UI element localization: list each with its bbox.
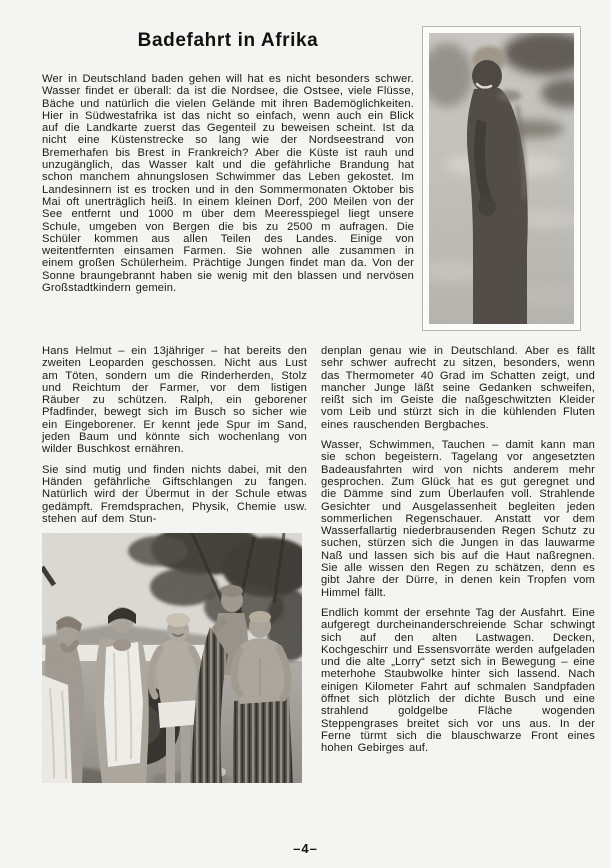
boys-with-towels-photo-illustration — [42, 533, 302, 783]
photo-boys-with-towels — [42, 533, 307, 783]
intro-paragraph: Wer in Deutschland baden gehen will hat es nicht besonders schwer. Wasser findet er überall: da ist die Nordsee, die Ostsee, viele Flüsse, Bäche und natürlich die vielen Gelände mit ihren Bademöglichkeiten. Hier in Südwestafrika ist das nicht so einfach, wenn auch ein Blick auf die Landkarte zuerst das Gegenteil zu beweisen scheint. Ist da nicht eine Küstenstrecke so lang wie der Nordseestrand von Bremerhafen bis Brest in Frankreich? Aber die Küste ist rauh und unzugänglich, das Wasser kalt und die gefährliche Brandung hat schon manchem ahnungslosen Schwimmer das Leben gekostet. Im Landesinnern ist es trocken und in den Sommermonaten Oktober bis Mai oft unerträglich heiß. In einem kleinen Dorf, 200 Meilen von der See entfernt und 1000 m über dem Meeresspiegel liegt unsere Schule, umgeben von Bergen die bis zu 2500 m aufragen. Die Schüler kommen aus allen Teilen des Landes. Einige von weitentfernten einsamen Farmen. Sie wohnen alle zusammen in einem großen Schülerheim. Prächtige Jungen findet man da. Von der Sonne braungebrannt haben sie wenig mit den blassen und nervösen Großstadtkindern gemein. — [42, 73, 414, 295]
article-title: Badefahrt in Afrika — [137, 30, 319, 51]
mud-boy-photo-illustration — [429, 33, 574, 324]
left-column — [42, 345, 307, 783]
paragraph: Endlich kommt der ersehnte Tag der Ausfahrt. Eine aufgeregt durcheinanderschreiende Schar schwingt sich auf den alten Lastwagen. Decken, Kochgeschirr und Essensvorräte werden aufgeladen und die alte „Lorry“ setzt sich in Bewegung – eine meterhohe Staubwolke hinter sich lassend. Nach einigen Kilometer Fahrt auf schmalen Sandpfaden öffnet sich plötzlich der dichte Busch und eine strahlend goldgelbe Fläche wogenden Steppengrases breitet sich vor uns aus. In der Ferne türmt sich die blauschwarze Front eines hohen Gebirges auf. — [321, 606, 595, 755]
right-column — [321, 345, 595, 783]
paragraph: Wasser, Schwimmen, Tauchen – damit kann man sie schon begeistern. Tagelang vor angesetzten Badeausfahrten wird von nichts anderem mehr gesprochen. Zum Glück hat es gut geregnet und die Dämme sind zum Überlaufen voll. Strahlende Gesichter und Ausgelassenheit begleiten jeden sommerlichen Regenschauer. Anstatt vor dem Wasserfallartig niederbrausenden Regen Schutz zu suchen, stürzen sich die Jungen in das lauwarme Naß und lassen sich bis auf die Haut naßregnen. Sie alle wissen den Regen zu schätzen, denn es gibt Jahre der Dürre, in denen kein Tropfen vom Himmel fällt. — [321, 439, 595, 599]
top-section — [42, 26, 595, 331]
page-number: –4– — [293, 841, 318, 856]
paragraph: Sie sind mutig und finden nichts dabei, mit den Händen gefährliche Giftschlangen zu fangen. Natürlich wird der Übermut in der Schule etwas gedämpft. Fremdsprachen, Physik, Chemie usw. stehen auf dem Stun- — [42, 463, 307, 525]
photo-mud-covered-boy — [422, 26, 581, 331]
two-column-section — [42, 345, 595, 783]
paragraph: Hans Helmut – ein 13jähriger – hat bereits den zweiten Leoparden geschossen. Nicht aus Lust am Töten, sondern um die Rinderherden, Stolz und Reichtum der Farmer, vor dem listigen Räuber zu schützen. Ralph, ein geborener Pfadfinder, bewegt sich im Busch so sicher wie ein Eingeborener. Er kennt jede Spur im Sand, jeden Baum und könnte sich wochenlang von wilder Buschkost ernähren. — [42, 345, 307, 456]
intro-column — [42, 26, 414, 302]
paragraph: denplan genau wie in Deutschland. Aber es fällt sehr schwer aufrecht zu sitzen, besonders, wenn das Thermometer 40 Grad im Schatten zeigt, und mancher Junge läßt seine Gedanken schweifen, reißt sich im Geiste die naßgeschwitzten Kleider vom Leib und stürzt sich in die kühlenden Fluten eines rauschenden Bergbaches. — [321, 345, 595, 431]
